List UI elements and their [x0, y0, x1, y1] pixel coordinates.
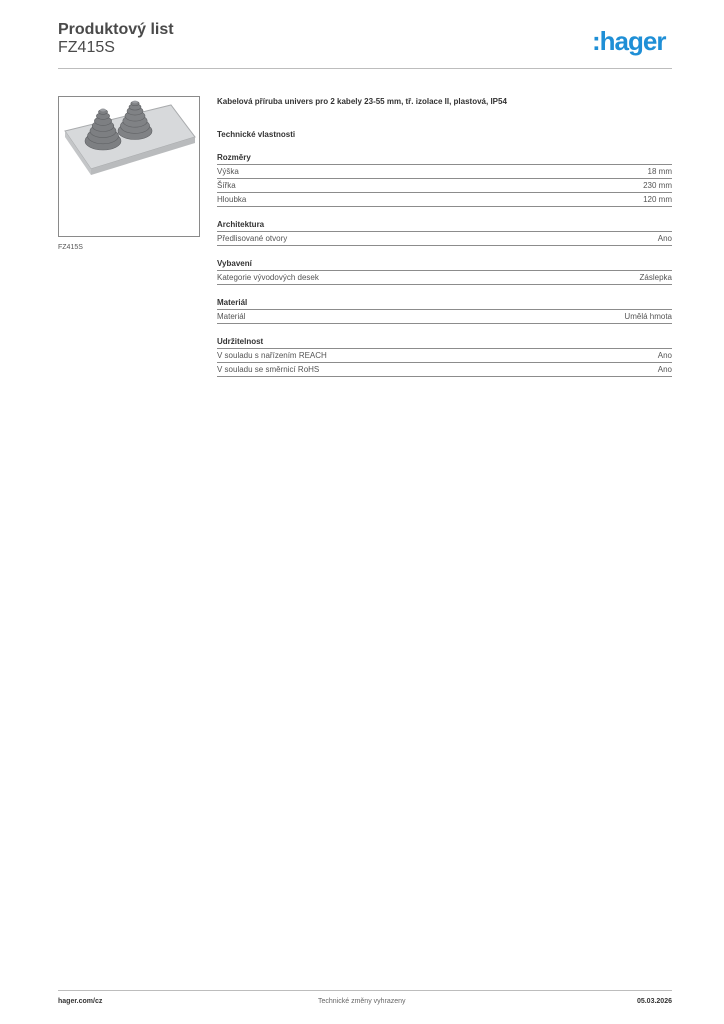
product-description: Kabelová příruba univers pro 2 kabely 23-55 mm, tř. izolace II, plastová, IP54: [217, 97, 507, 106]
spec-row: [217, 363, 672, 377]
product-image: [58, 96, 200, 237]
spec-label: Hloubka: [217, 195, 247, 204]
section-architecture: [217, 219, 672, 246]
spec-row: [217, 179, 672, 193]
section-title: Vybavení: [217, 258, 672, 271]
spec-label: Šířka: [217, 181, 236, 190]
spec-label: V souladu s nařízením REACH: [217, 351, 327, 360]
spec-value: 230 mm: [643, 181, 672, 190]
section-title: Udržitelnost: [217, 336, 672, 349]
spec-value: Ano: [657, 234, 672, 243]
section-title: Architektura: [217, 219, 672, 232]
section-dimensions: [217, 152, 672, 207]
page-title: Produktový list: [58, 21, 174, 38]
footer-website-link[interactable]: hager.com/cz: [58, 998, 103, 1005]
spec-value: Umělá hmota: [624, 312, 672, 321]
section-equipment: [217, 258, 672, 285]
spec-row: [217, 165, 672, 179]
product-code: FZ415S: [58, 39, 115, 56]
spec-label: Výška: [217, 167, 239, 176]
section-title: Rozměry: [217, 152, 672, 165]
footer-disclaimer: Technické změny vyhrazeny: [318, 998, 406, 1005]
hager-logo: [592, 26, 676, 56]
spec-value: 120 mm: [643, 195, 672, 204]
spec-row: [217, 349, 672, 363]
spec-label: Materiál: [217, 312, 246, 321]
spec-row: [217, 271, 672, 285]
spec-label: Předlisované otvory: [217, 234, 288, 243]
spec-value: 18 mm: [647, 167, 672, 176]
spec-value: Ano: [657, 351, 672, 360]
spec-value: Ano: [657, 365, 672, 374]
section-title: Materiál: [217, 297, 672, 310]
tech-heading: Technické vlastnosti: [217, 130, 296, 139]
footer-date: 05.03.2026: [636, 998, 672, 1005]
svg-text::hager: :hager: [592, 26, 666, 56]
header-divider: [58, 68, 672, 69]
spec-row: [217, 193, 672, 207]
spec-value: Záslepka: [639, 273, 672, 282]
spec-label: Kategorie vývodových desek: [217, 273, 319, 282]
spec-row: [217, 232, 672, 246]
section-material: [217, 297, 672, 324]
footer-divider: [58, 990, 672, 991]
image-caption: FZ415S: [58, 244, 83, 251]
spec-row: [217, 310, 672, 324]
spec-panel: [217, 96, 672, 377]
spec-label: V souladu se směrnicí RoHS: [217, 365, 320, 374]
section-sustainability: [217, 336, 672, 377]
